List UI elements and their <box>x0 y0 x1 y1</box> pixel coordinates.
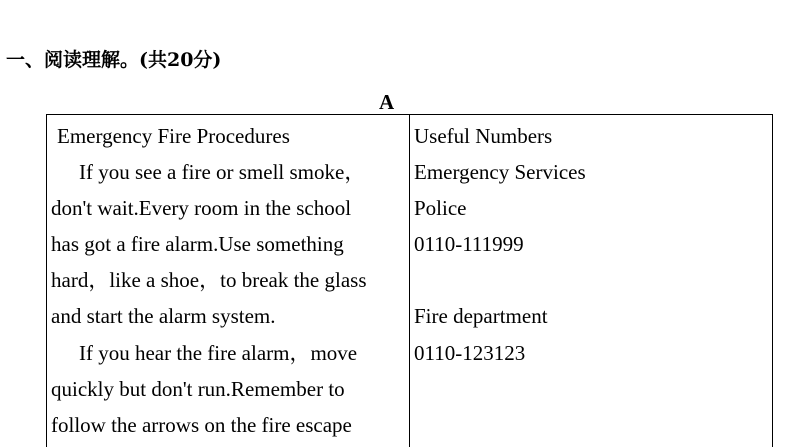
procedures-line: If you hear the fire alarm，move <box>79 340 358 365</box>
passage-table <box>46 114 773 447</box>
procedures-line: quickly but don't run.Remember to <box>51 376 345 401</box>
numbers-line: 0110-111999 <box>414 232 524 257</box>
section-heading: 一、阅读理解。(共20分) <box>6 49 222 71</box>
numbers-title: Useful Numbers <box>414 124 553 148</box>
numbers-line <box>414 262 586 298</box>
procedures-line: has got a fire alarm.Use something <box>51 232 344 257</box>
procedures-line: hard，like a shoe，to break the glass <box>51 268 367 293</box>
numbers-column <box>414 118 586 371</box>
numbers-line: 0110-123123 <box>414 340 526 365</box>
procedures-line: If you see a fire or smell smoke， <box>79 160 366 185</box>
numbers-line: Emergency Services <box>414 160 586 185</box>
procedures-column <box>51 118 367 443</box>
passage-label: A <box>379 90 395 114</box>
column-divider <box>409 115 410 447</box>
procedures-title: Emergency Fire Procedures <box>57 124 290 148</box>
procedures-line: don't wait.Every room in the school <box>51 196 352 221</box>
procedures-line: and start the alarm system. <box>51 304 276 329</box>
numbers-line: Police <box>414 196 467 221</box>
numbers-line: Fire department <box>414 304 548 329</box>
procedures-line: follow the arrows on the fire escape <box>51 412 352 437</box>
